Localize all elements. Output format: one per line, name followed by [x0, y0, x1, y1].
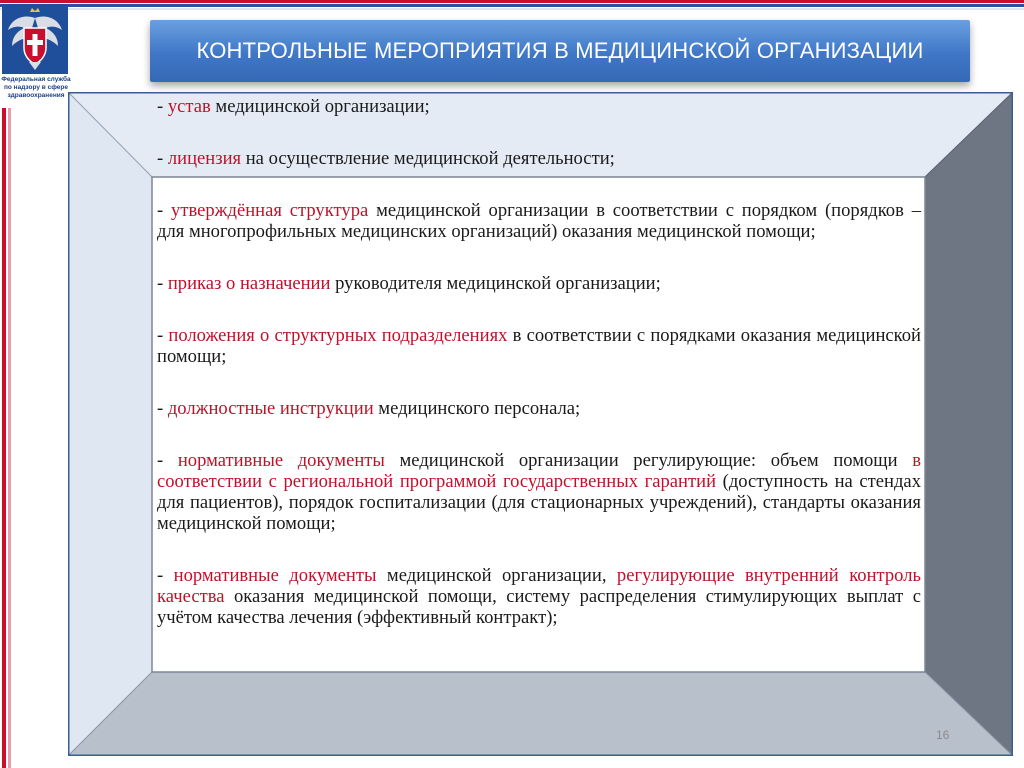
item-text: оказания медицинской помощи, систему распределения стимулирующих выплат с учётом качества лечения (эффективный контракт);: [157, 586, 921, 628]
top-tricolor-stripe: [0, 0, 1024, 12]
slide-title-bar: [150, 20, 970, 82]
item-text: -: [157, 96, 168, 117]
item-text: -: [157, 325, 169, 346]
highlighted-term: лицензия: [167, 148, 242, 169]
highlighted-term: в соответствии с региональной программой государственных гарантий: [157, 450, 921, 492]
highlighted-term: устав: [167, 96, 211, 117]
highlighted-term: приказ о назначении: [167, 273, 331, 294]
document-list-item: [157, 325, 921, 367]
item-text: медицинской организации,: [376, 565, 617, 586]
document-list-item: [157, 398, 921, 419]
item-text: -: [157, 273, 168, 294]
highlighted-term: нормативные документы: [173, 565, 377, 586]
document-list-item: [157, 200, 921, 242]
item-text: (доступность на стендах для пациентов), порядок госпитализации (для стационарных учреждений), стандарты оказания медицинской помощи;: [157, 471, 921, 534]
item-text: медицинского персонала;: [373, 398, 581, 419]
logo-caption-line: Федеральная служба: [1, 76, 71, 83]
item-text: в соответствии с порядками оказания медицинской помощи;: [157, 325, 921, 367]
document-list-item: [157, 565, 921, 628]
item-text: руководителя медицинской организации;: [330, 273, 661, 294]
document-list: [157, 96, 921, 659]
document-list-item: [157, 96, 921, 117]
item-text: -: [157, 200, 172, 221]
page-number: 16: [936, 728, 950, 742]
highlighted-term: положения о структурных подразделениях: [168, 325, 508, 346]
slide-title: КОНТРОЛЬНЫЕ МЕРОПРИЯТИЯ В МЕДИЦИНСКОЙ ОРГАНИЗАЦИИ: [196, 38, 924, 63]
highlighted-term: нормативные документы: [177, 450, 385, 471]
highlighted-term: регулирующие внутренний контроль качества: [157, 565, 921, 607]
document-list-item: [157, 450, 921, 534]
item-text: медицинской организации;: [210, 96, 430, 117]
item-text: -: [157, 398, 168, 419]
item-text: -: [157, 565, 174, 586]
logo-caption-line: здравоохранения: [7, 92, 65, 99]
item-text: медицинской организации регулирующие: объем помощи: [384, 450, 913, 471]
item-text: на осуществление медицинской деятельности;: [241, 148, 615, 169]
agency-logo-caption: [0, 76, 72, 100]
item-text: -: [157, 148, 168, 169]
highlighted-term: утверждённая структура: [171, 200, 369, 221]
rospotrebnadzor-emblem-icon: [2, 4, 68, 74]
logo-caption-line: по надзору в сфере: [3, 84, 68, 91]
document-list-item: [157, 273, 921, 294]
item-text: -: [157, 450, 178, 471]
side-tricolor-stripe: [0, 108, 12, 768]
highlighted-term: должностные инструкции: [167, 398, 374, 419]
item-text: медицинской организации в соответствии с порядком (порядков – для многопрофильных медицинских организаций) оказания медицинской помощи;: [157, 200, 922, 242]
document-list-item: [157, 148, 921, 169]
agency-logo: [0, 0, 72, 110]
